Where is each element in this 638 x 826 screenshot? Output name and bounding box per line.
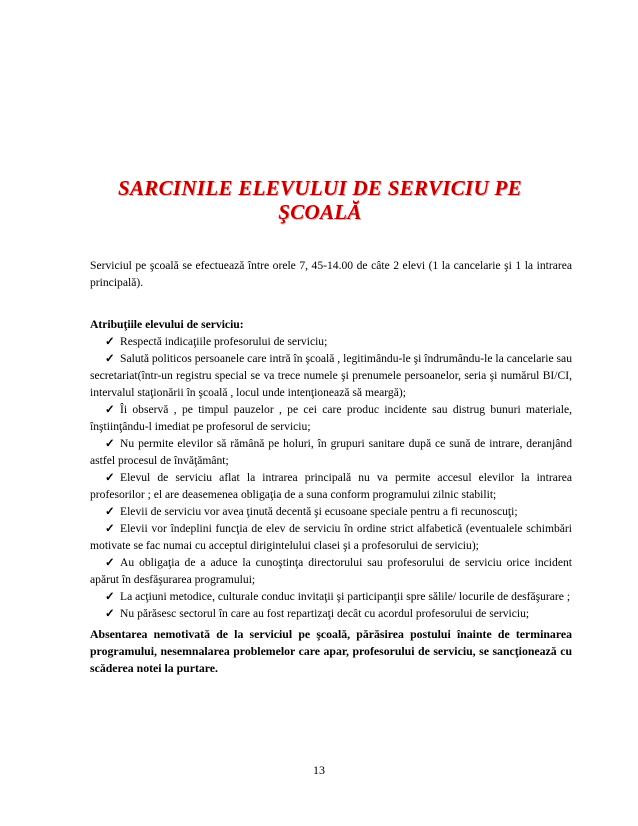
checkmark-icon: ✓ bbox=[105, 471, 115, 484]
list-item-text: Elevii de serviciu vor avea ţinută decentă şi ecusoane speciale pentru a fi recunoscuţi; bbox=[120, 505, 518, 518]
checkmark-icon: ✓ bbox=[105, 352, 115, 365]
list-item-text: Elevul de serviciu aflat la intrarea principală nu va permite accesul elevilor la intrarea profesorilor ; el are deasemenea obligaţia de a suna conform programului zilnic stabilit; bbox=[90, 471, 572, 501]
list-item bbox=[90, 503, 572, 520]
list-item-text: Au obligaţia de a aduce la cunoştinţa directorului sau profesorului de serviciu orice incident apărut în desfăşurarea programului; bbox=[90, 556, 572, 586]
title-line-2: ŞCOALĂ bbox=[278, 200, 362, 224]
checkmark-icon: ✓ bbox=[105, 590, 115, 603]
list-item-text: Nu permite elevilor să rămână pe holuri, în grupuri sanitare după ce sună de intrare, deranjând astfel procesul de învăţământ; bbox=[90, 437, 572, 467]
checkmark-icon: ✓ bbox=[105, 437, 115, 450]
checkmark-icon: ✓ bbox=[105, 522, 115, 535]
list-item-text: Îi observă , pe timpul pauzelor , pe cei care produc incidente sau distrug bunuri materiale, înştiinţându-l imediat pe profesorul de serviciu; bbox=[90, 403, 572, 433]
absence-note: Absentarea nemotivată de la serviciul pe şcoală, părăsirea postului înainte de terminarea programului, nesemnalarea problemelor care apar, profesorului de serviciu, se sancţionează cu scăderea notei la purtare. bbox=[90, 627, 572, 675]
list-item bbox=[90, 605, 572, 622]
list-item bbox=[90, 350, 572, 401]
list-item bbox=[90, 333, 572, 350]
checkmark-icon: ✓ bbox=[105, 607, 115, 620]
page-title bbox=[90, 176, 550, 224]
list-item bbox=[90, 520, 572, 554]
checkmark-icon: ✓ bbox=[105, 335, 115, 348]
checkmark-icon: ✓ bbox=[105, 505, 115, 518]
list-item bbox=[90, 554, 572, 588]
list-item-text: Salută politicos persoanele care intră în şcoală , legitimându-le şi îndrumându-le la cancelarie sau secretariat(într-un registru special se va trece numele şi prenumele persoanelor, seria şi numărul BI/CI, intervalul staţionării în şcoală , locul unde intenţionează să meargă); bbox=[90, 352, 572, 399]
checkmark-icon: ✓ bbox=[105, 556, 115, 569]
list-item bbox=[90, 435, 572, 469]
attributions-list bbox=[90, 333, 572, 622]
list-item-text: Respectă indicaţiile profesorului de serviciu; bbox=[120, 335, 328, 348]
checkmark-icon: ✓ bbox=[105, 403, 115, 416]
list-item-text: Elevii vor îndeplini funcţia de elev de serviciu în ordine strict alfabetică (eventualele schimbări motivate se fac numai cu acceptul dirigintelului clasei şi a profesorului de serviciu); bbox=[90, 522, 572, 552]
list-item bbox=[90, 401, 572, 435]
title-line-1: SARCINILE ELEVULUI DE SERVICIU PE bbox=[118, 176, 522, 200]
list-item bbox=[90, 469, 572, 503]
attributions-heading: Atribuţiile elevului de serviciu: bbox=[90, 318, 244, 331]
attributions-section bbox=[90, 316, 572, 622]
list-item-text: La acţiuni metodice, culturale conduc invitaţii şi participanţii spre sălile/ locurile de desfăşurare ; bbox=[120, 590, 571, 603]
page-number: 13 bbox=[313, 763, 325, 777]
intro-paragraph: Serviciul pe şcoală se efectuează între orele 7, 45-14.00 de câte 2 elevi (1 la cancelarie şi 1 la intrarea principală). bbox=[90, 259, 572, 289]
list-item-text: Nu părăsesc sectorul în care au fost repartizaţi decât cu acordul profesorului de serviciu; bbox=[120, 607, 530, 620]
list-item bbox=[90, 588, 572, 605]
